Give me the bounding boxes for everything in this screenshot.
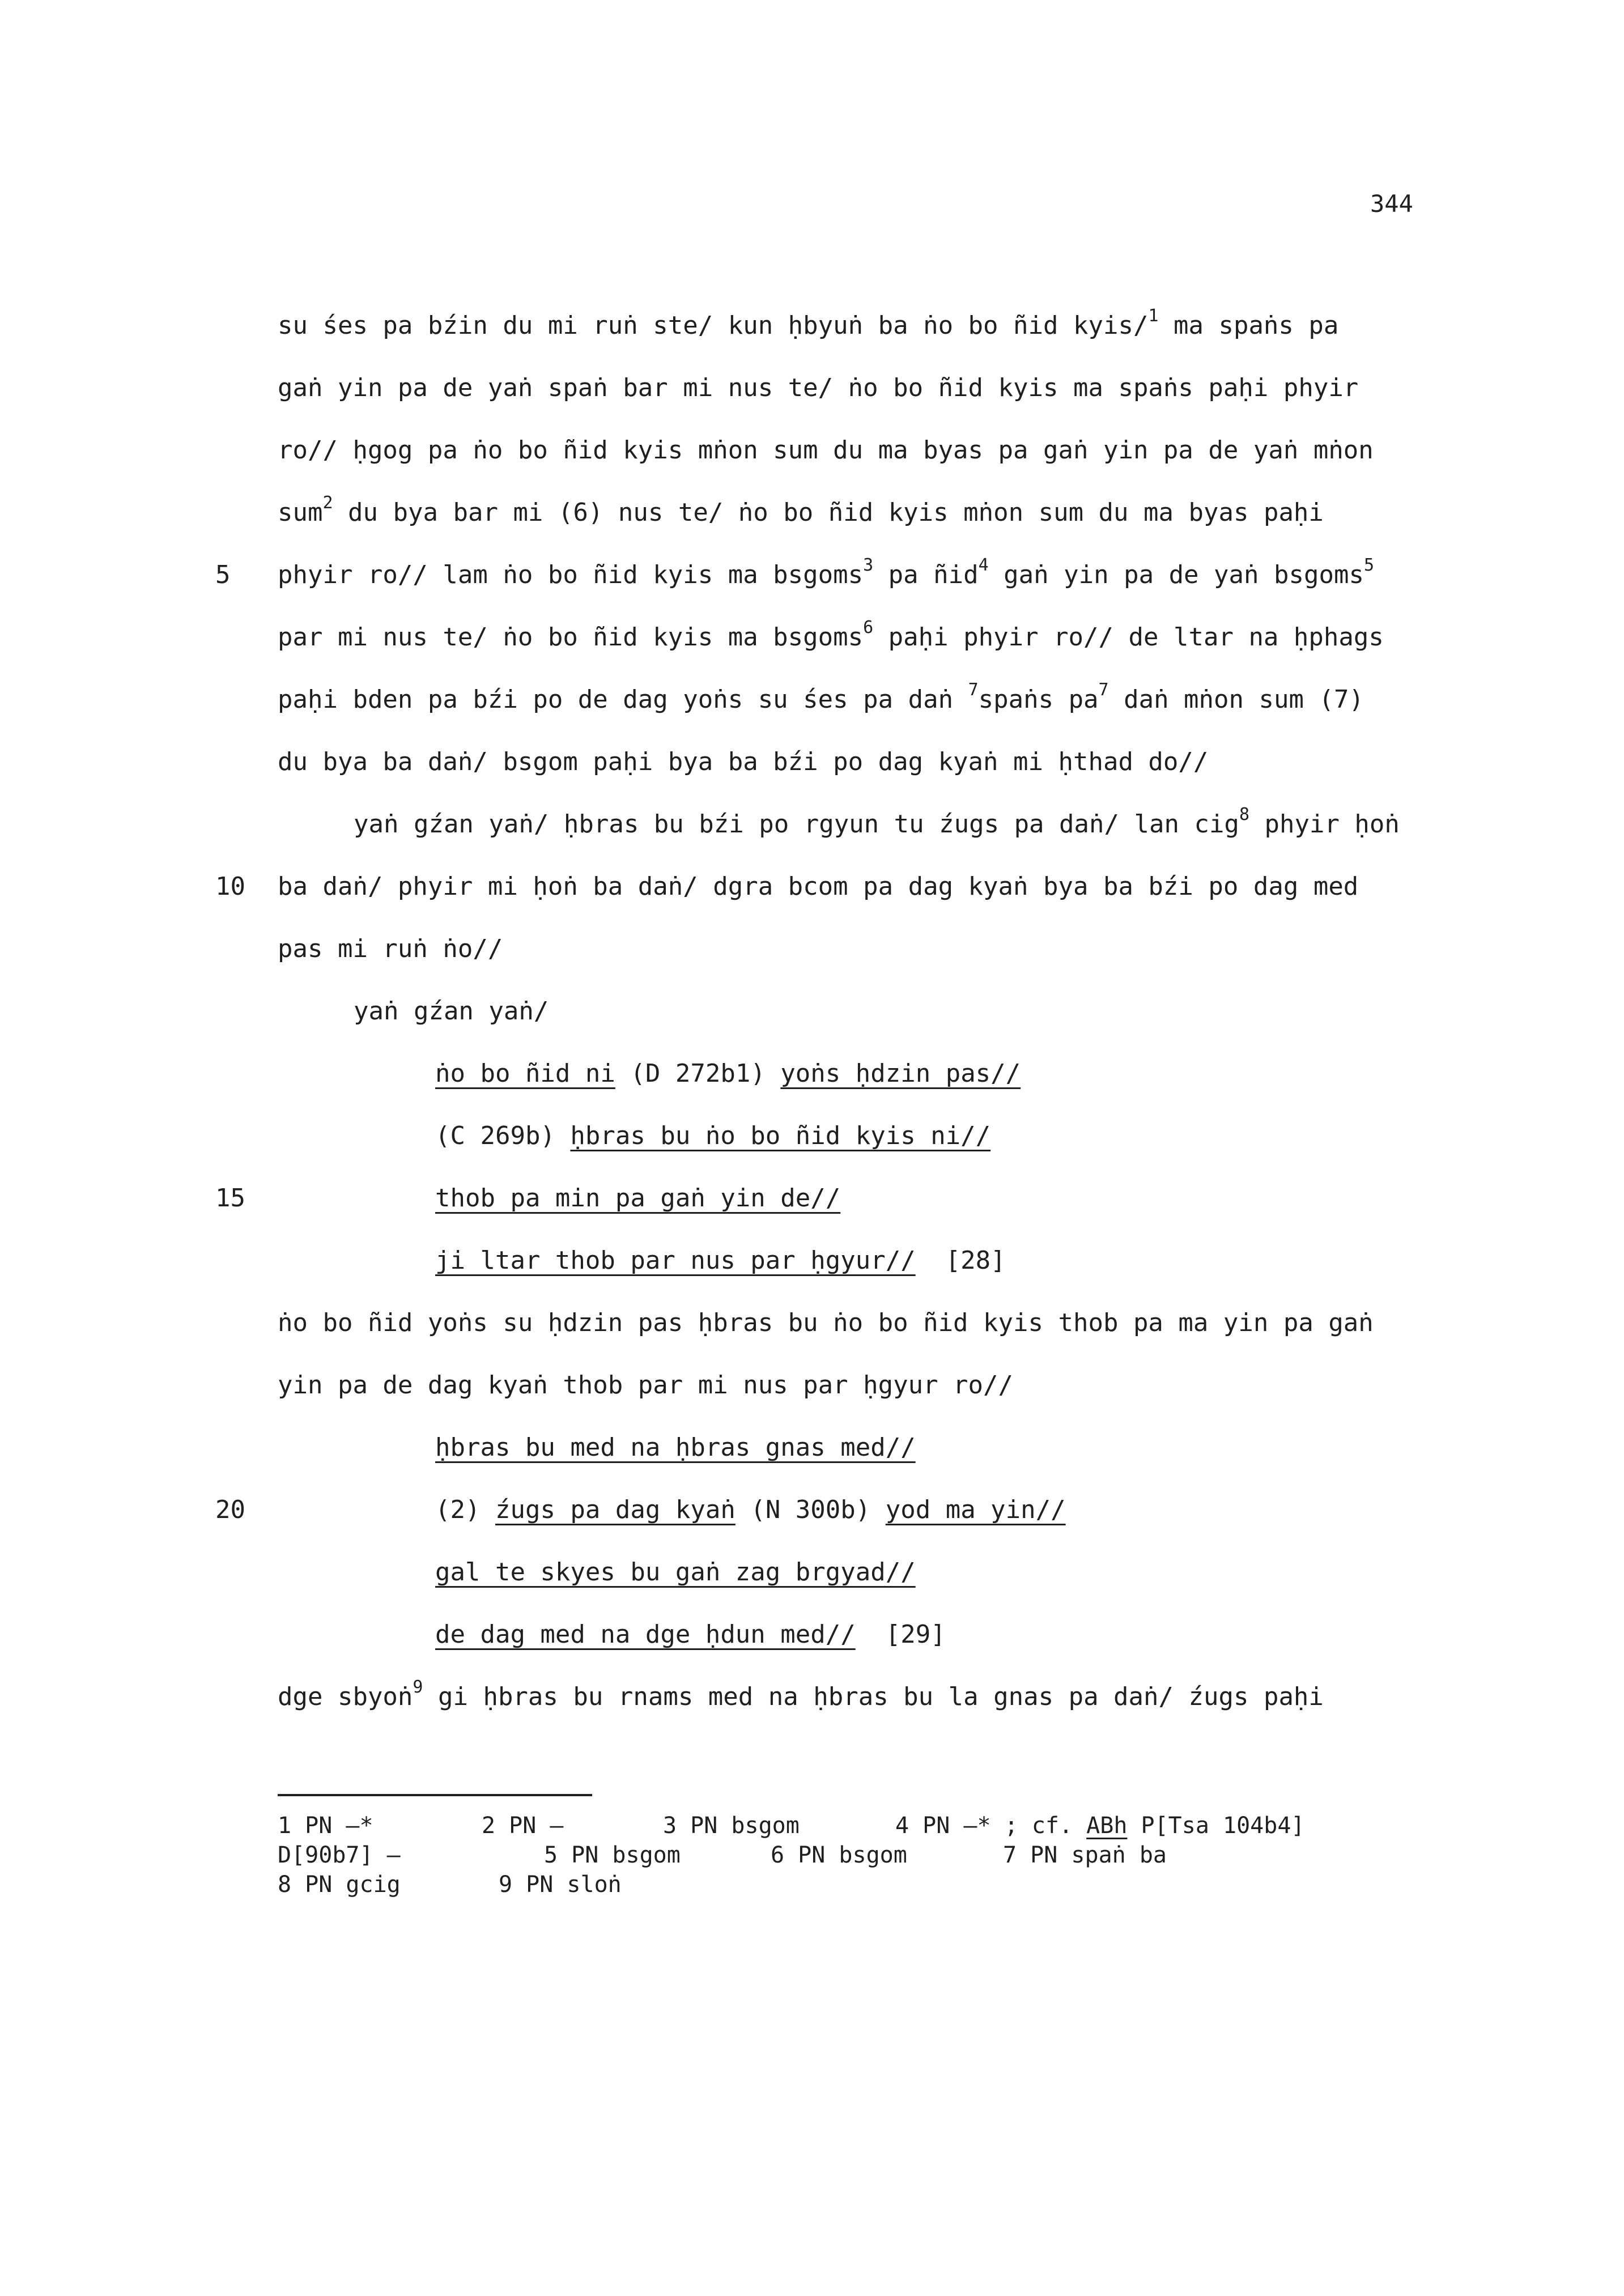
footnote-4 <box>895 1811 1305 1840</box>
text-line-9-tail: phyir ḥoṅ <box>1249 810 1400 839</box>
footnote-ref-9: 9 <box>413 1677 423 1697</box>
verse-line-4-text: ji ltar thob par nus par ḥgyur// <box>435 1246 916 1275</box>
verse-number-28: [28] <box>945 1246 1006 1275</box>
footnote-4-ref: P[Tsa 104b4] <box>1141 1813 1305 1839</box>
text-line-12: yaṅ gźan yaṅ/ <box>354 997 549 1026</box>
text-line-14: yin pa de dag kyaṅ thob par mi nus par ḥgyur ro// <box>278 1371 1014 1400</box>
footnote-8: 8 PN gcig <box>278 1872 401 1898</box>
verse-number-29: [29] <box>885 1620 946 1649</box>
text-line-5-main: phyir ro// lam ṅo bo ñid kyis ma bsgoms <box>278 560 864 589</box>
verse-line-3 <box>435 1181 840 1215</box>
verse-line-1-b: yoṅs ḥdzin pas// <box>780 1059 1021 1088</box>
verse-line-5-text: ḥbras bu med na ḥbras gnas med// <box>435 1433 916 1462</box>
text-line-8: du bya ba daṅ/ bsgom paḥi bya ba bźi po dag kyaṅ mi ḥthad do// <box>278 747 1209 776</box>
verse-line-6-b: yod ma yin// <box>885 1495 1066 1524</box>
verse-line-6-num: (2) <box>435 1495 481 1524</box>
text-line-5-mid-a: pa ñid <box>873 560 979 589</box>
text-line-3: ro// ḥgog pa ṅo bo ñid kyis mṅon sum du ma byas pa gaṅ yin pa de yaṅ mṅon <box>278 436 1374 465</box>
line-number-15: 15 <box>215 1184 245 1213</box>
text-line-1 <box>278 306 1339 343</box>
verse-line-3-text: thob pa min pa gaṅ yin de// <box>435 1184 841 1213</box>
text-line-11: pas mi ruṅ ṅo// <box>278 934 503 963</box>
footnote-1: 1 PN —* <box>278 1813 373 1839</box>
footnote-ref-7b: 7 <box>1098 680 1109 700</box>
text-line-9 <box>354 807 1400 841</box>
line-number-10: 10 <box>215 872 245 901</box>
line-number-5: 5 <box>215 560 231 589</box>
text-line-13: ṅo bo ñid yoṅs su ḥdzin pas ḥbras bu ṅo bo ñid kyis thob pa ma yin pa gaṅ <box>278 1308 1374 1337</box>
footnote-ref-3: 3 <box>863 555 874 575</box>
footnote-7: 7 PN spaṅ ba <box>1003 1842 1167 1868</box>
footnote-3: 3 PN bsgom <box>663 1813 800 1839</box>
footnote-divider <box>278 1794 592 1796</box>
text-line-7 <box>278 680 1364 717</box>
text-line-7-mid: spaṅs pa <box>978 685 1099 714</box>
verse-line-5 <box>435 1431 916 1465</box>
text-line-2: gaṅ yin pa de yaṅ spaṅ bar mi nus te/ ṅo bo ñid kyis ma spaṅs paḥi phyir <box>278 373 1359 402</box>
footnote-5: 5 PN bsgom <box>544 1842 681 1868</box>
footnote-ref-1: 1 <box>1148 306 1159 326</box>
verse-line-8-text: de dag med na dge ḥdun med// <box>435 1620 856 1649</box>
verse-ref-n: (N 300b) <box>750 1495 871 1524</box>
footnote-6: 6 PN bsgom <box>771 1842 907 1868</box>
text-line-1-main: su śes pa bźin du mi ruṅ ste/ kun ḥbyuṅ ba ṅo bo ñid kyis/ <box>278 311 1149 340</box>
verse-line-6-a: źugs pa dag kyaṅ <box>495 1495 736 1524</box>
text-line-15-head: dge sbyoṅ <box>278 1682 413 1711</box>
text-line-7-main: paḥi bden pa bźi po de dag yoṅs su śes pa daṅ <box>278 685 954 714</box>
verse-line-6 <box>435 1493 1066 1527</box>
text-line-6-tail: paḥi phyir ro// de ltar na ḥphags <box>873 623 1384 652</box>
verse-line-2 <box>435 1119 990 1153</box>
verse-ref-d: (D 272b1) <box>630 1059 766 1088</box>
footnote-ref-2: 2 <box>322 493 333 513</box>
text-line-15-main: gi ḥbras bu rnams med na ḥbras bu la gnas pa daṅ/ źugs paḥi <box>437 1682 1324 1711</box>
text-line-15 <box>278 1677 1324 1714</box>
text-line-4-main: du bya bar mi (6) nus te/ ṅo bo ñid kyis mṅon sum du ma byas paḥi <box>348 498 1324 527</box>
verse-line-2-text: ḥbras bu ṅo bo ñid kyis ni// <box>570 1121 991 1150</box>
text-line-5-mid-b: gaṅ yin pa de yaṅ bsgoms <box>988 560 1364 589</box>
verse-line-7 <box>435 1555 916 1589</box>
text-line-9-main: yaṅ gźan yaṅ/ ḥbras bu bźi po rgyun tu źugs pa daṅ/ lan cig <box>354 810 1239 839</box>
footnote-ref-7a: 7 <box>968 680 979 700</box>
text-line-4 <box>278 493 1324 530</box>
verse-line-1-a: ṅo bo ñid ni <box>435 1059 615 1088</box>
verse-line-8 <box>435 1618 946 1652</box>
text-line-6 <box>278 620 1384 654</box>
text-line-5 <box>278 555 1375 592</box>
footnote-4-abbrev: ABh <box>1086 1813 1128 1839</box>
footnote-4-cont: D[90b7] — <box>278 1842 401 1868</box>
text-line-4-head: sum <box>278 498 323 527</box>
text-line-1-tail: ma spaṅs pa <box>1158 311 1339 340</box>
footnote-4-text: 4 PN —* ; cf. <box>895 1813 1073 1839</box>
footnote-ref-4: 4 <box>978 555 989 575</box>
footnote-ref-6: 6 <box>863 618 874 637</box>
footnote-9: 9 PN sloṅ <box>499 1872 622 1898</box>
footnote-ref-8: 8 <box>1239 805 1249 824</box>
verse-ref-c: (C 269b) <box>435 1121 555 1150</box>
text-line-6-main: par mi nus te/ ṅo bo ñid kyis ma bsgoms <box>278 623 864 652</box>
line-number-20: 20 <box>215 1495 245 1524</box>
text-line-7-tail: daṅ mṅon sum (7) <box>1108 685 1364 714</box>
footnote-ref-5: 5 <box>1363 555 1375 575</box>
footnote-2: 2 PN — <box>482 1813 564 1839</box>
verse-line-1 <box>435 1057 1021 1091</box>
text-line-10: ba daṅ/ phyir mi ḥoṅ ba daṅ/ dgra bcom pa dag kyaṅ bya ba bźi po dag med <box>278 872 1359 901</box>
verse-line-4 <box>435 1244 1006 1278</box>
verse-line-7-text: gal te skyes bu gaṅ zag brgyad// <box>435 1558 916 1587</box>
page-number: 344 <box>1370 190 1413 218</box>
